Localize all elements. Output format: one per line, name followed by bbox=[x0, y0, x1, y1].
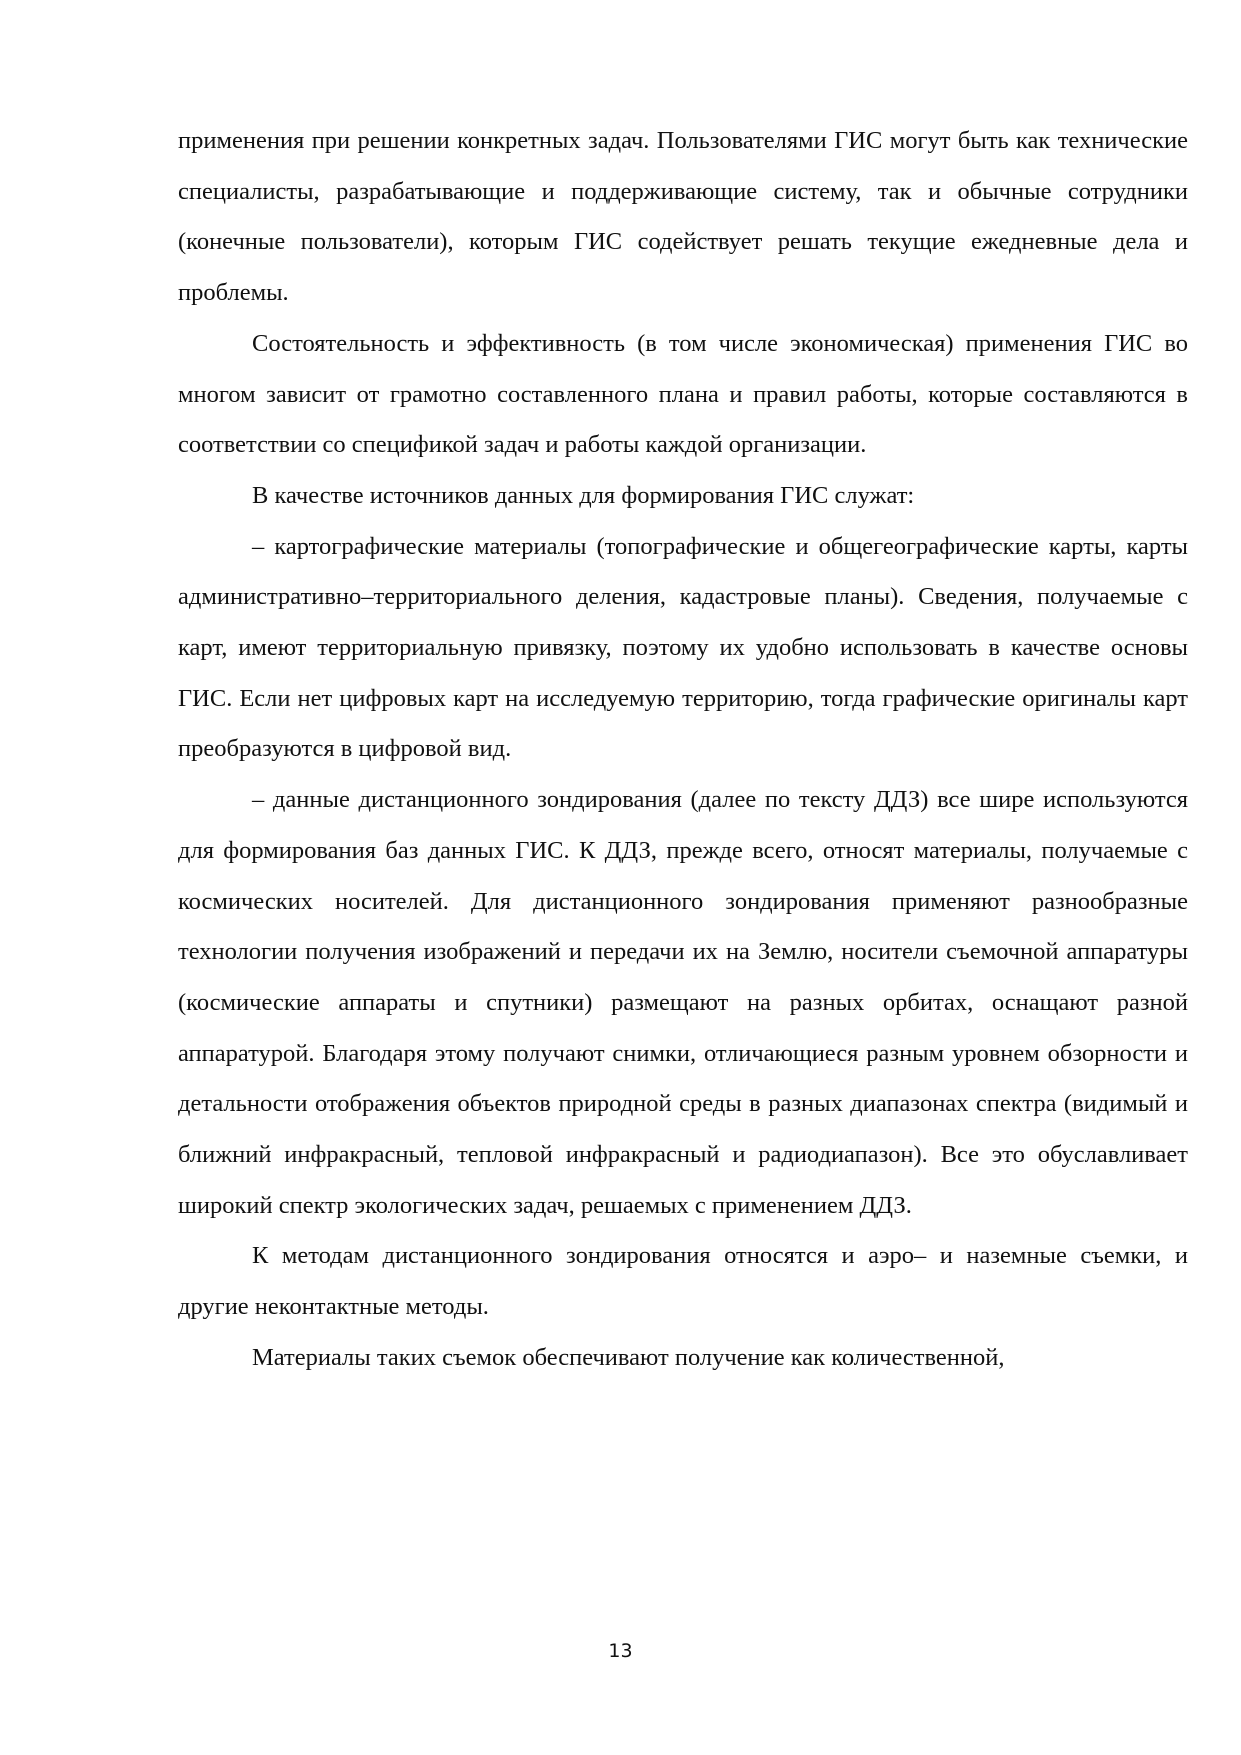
paragraph-remote-sensing-methods: К методам дистанционного зондирования относятся и аэро– и наземные съемки, и другие неконтактные методы. bbox=[178, 1242, 1188, 1321]
paragraph-survey-materials: Материалы таких съемок обеспечивают получение как количественной, bbox=[252, 1343, 1005, 1371]
paragraph-data-sources-intro: В качестве источников данных для формирования ГИС служат: bbox=[252, 481, 915, 509]
document-body bbox=[178, 116, 1188, 1384]
list-item-cartographic-materials: – картографические материалы (топографические и общегеографические карты, карты административно–территориального деления, кадастровые планы). Сведения, получаемые с карт, имеют территориальную привязку, поэтому их удобно использовать в качестве основы ГИС. Если нет цифровых карт на исследуемую территорию, тогда графические оригиналы карт преобразуются в цифровой вид. bbox=[178, 532, 1188, 763]
paragraph-effectiveness: Состоятельность и эффективность (в том числе экономическая) применения ГИС во многом зависит от грамотно составленного плана и правил работы, которые составляются в соответствии со спецификой задач и работы каждой организации. bbox=[178, 329, 1188, 459]
list-item-remote-sensing-data: – данные дистанционного зондирования (далее по тексту ДДЗ) все шире используются для формирования баз данных ГИС. К ДДЗ, прежде всего, относят материалы, получаемые с космических носителей. Для дистанционного зондирования применяют разнообразные технологии получения изображений и передачи их на Землю, носители съемочной аппаратуры (космические аппараты и спутники) размещают на разных орбитах, оснащают разной аппаратурой. Благодаря этому получают снимки, отличающиеся разным уровнем обзорности и детальности отображения объектов природной среды в разных диапазонах спектра (видимый и ближний инфракрасный, тепловой инфракрасный и радиодиапазон). Все это обуславливает широкий спектр экологических задач, решаемых с применением ДДЗ. bbox=[178, 786, 1188, 1219]
page-number: 13 bbox=[608, 1640, 633, 1662]
paragraph-continuation: применения при решении конкретных задач. Пользователями ГИС могут быть как технические специалисты, разрабатывающие и поддерживающие систему, так и обычные сотрудники (конечные пользователи), которым ГИС содействует решать текущие ежедневные дела и проблемы. bbox=[178, 127, 1188, 307]
